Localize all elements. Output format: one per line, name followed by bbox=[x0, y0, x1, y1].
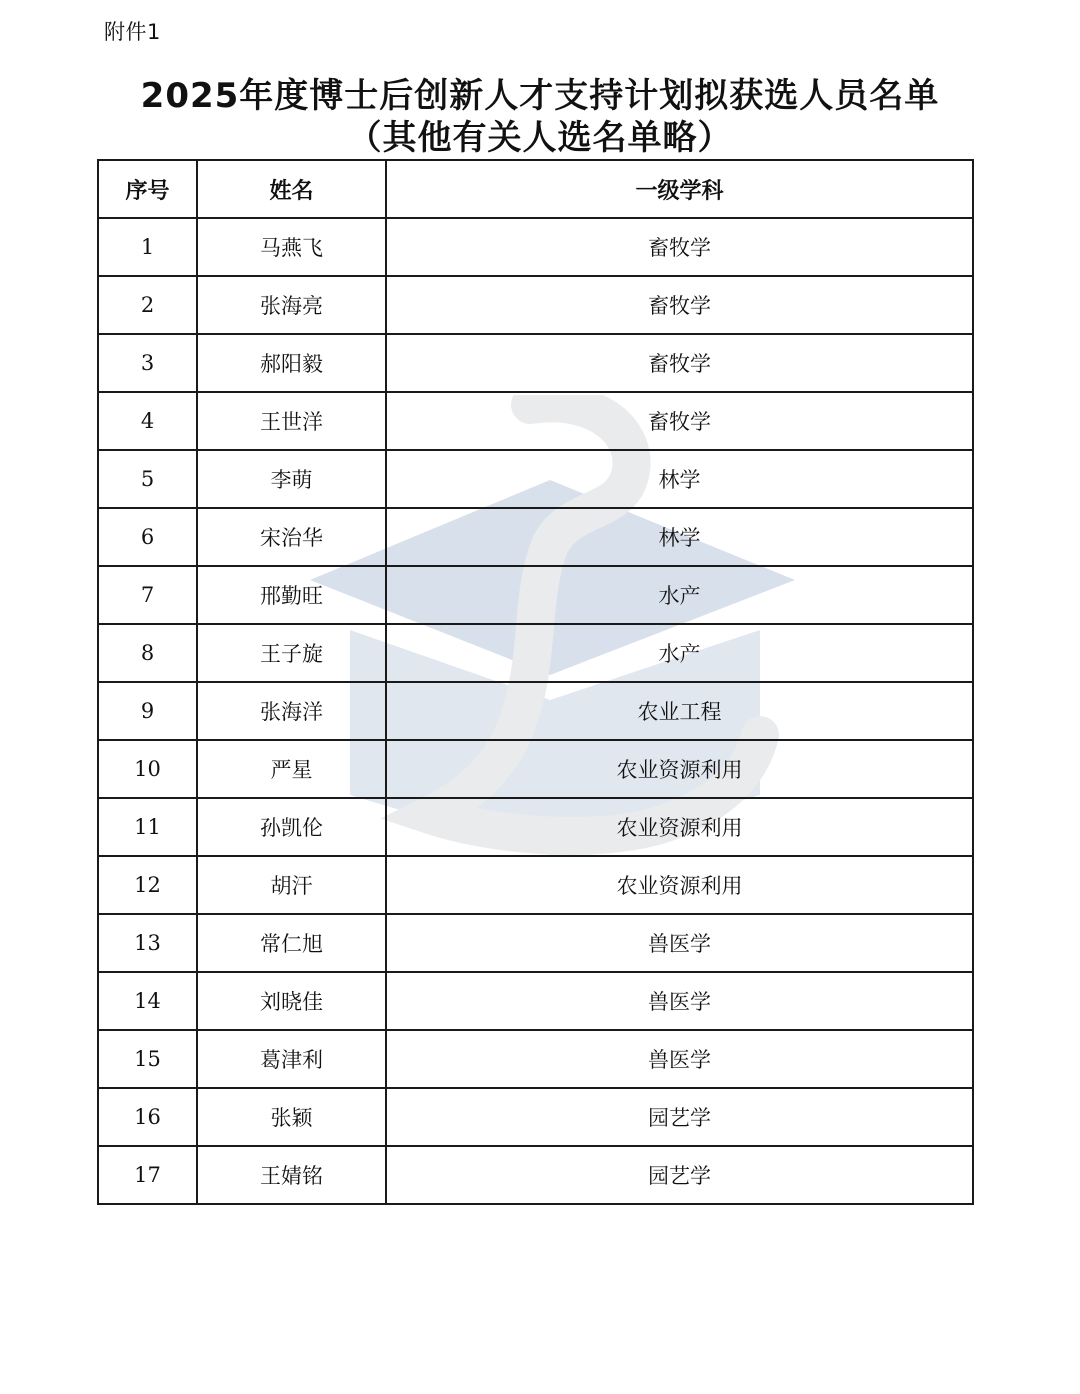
roster-table bbox=[97, 159, 974, 1205]
table-row bbox=[98, 914, 973, 972]
cell-name: 李萌 bbox=[197, 450, 386, 508]
cell-discipline: 农业资源利用 bbox=[386, 798, 973, 856]
table-row bbox=[98, 334, 973, 392]
cell-discipline: 畜牧学 bbox=[386, 334, 973, 392]
header-index: 序号 bbox=[98, 160, 197, 218]
table-row bbox=[98, 566, 973, 624]
table-header-row bbox=[98, 160, 973, 218]
cell-name: 马燕飞 bbox=[197, 218, 386, 276]
cell-name: 张海洋 bbox=[197, 682, 386, 740]
cell-name: 宋治华 bbox=[197, 508, 386, 566]
table-row bbox=[98, 740, 973, 798]
cell-name: 王子旋 bbox=[197, 624, 386, 682]
cell-index: 8 bbox=[98, 624, 197, 682]
cell-index: 17 bbox=[98, 1146, 197, 1204]
cell-name: 胡汗 bbox=[197, 856, 386, 914]
cell-name: 郝阳毅 bbox=[197, 334, 386, 392]
cell-discipline: 兽医学 bbox=[386, 1030, 973, 1088]
cell-index: 9 bbox=[98, 682, 197, 740]
table-row bbox=[98, 508, 973, 566]
cell-discipline: 园艺学 bbox=[386, 1146, 973, 1204]
cell-discipline: 兽医学 bbox=[386, 972, 973, 1030]
header-discipline: 一级学科 bbox=[386, 160, 973, 218]
table-row bbox=[98, 450, 973, 508]
cell-name: 王世洋 bbox=[197, 392, 386, 450]
cell-index: 12 bbox=[98, 856, 197, 914]
table-row bbox=[98, 624, 973, 682]
cell-name: 王婧铭 bbox=[197, 1146, 386, 1204]
cell-discipline: 畜牧学 bbox=[386, 276, 973, 334]
cell-discipline: 农业工程 bbox=[386, 682, 973, 740]
page-title: 2025年度博士后创新人才支持计划拟获选人员名单 bbox=[140, 76, 940, 116]
cell-index: 4 bbox=[98, 392, 197, 450]
cell-discipline: 园艺学 bbox=[386, 1088, 973, 1146]
cell-index: 16 bbox=[98, 1088, 197, 1146]
cell-discipline: 畜牧学 bbox=[386, 392, 973, 450]
cell-discipline: 农业资源利用 bbox=[386, 856, 973, 914]
cell-index: 11 bbox=[98, 798, 197, 856]
cell-index: 5 bbox=[98, 450, 197, 508]
cell-name: 刘晓佳 bbox=[197, 972, 386, 1030]
cell-discipline: 畜牧学 bbox=[386, 218, 973, 276]
table-row bbox=[98, 392, 973, 450]
table-row bbox=[98, 276, 973, 334]
cell-name: 常仁旭 bbox=[197, 914, 386, 972]
cell-index: 15 bbox=[98, 1030, 197, 1088]
cell-name: 孙凯伦 bbox=[197, 798, 386, 856]
cell-index: 3 bbox=[98, 334, 197, 392]
cell-name: 张颖 bbox=[197, 1088, 386, 1146]
table-row bbox=[98, 798, 973, 856]
cell-name: 严星 bbox=[197, 740, 386, 798]
cell-index: 14 bbox=[98, 972, 197, 1030]
table-row bbox=[98, 972, 973, 1030]
attachment-label: 附件1 bbox=[104, 20, 161, 44]
header-name: 姓名 bbox=[197, 160, 386, 218]
cell-name: 葛津利 bbox=[197, 1030, 386, 1088]
table-row bbox=[98, 1030, 973, 1088]
cell-name: 邢勤旺 bbox=[197, 566, 386, 624]
cell-discipline: 水产 bbox=[386, 566, 973, 624]
cell-index: 6 bbox=[98, 508, 197, 566]
table-row bbox=[98, 856, 973, 914]
cell-discipline: 林学 bbox=[386, 508, 973, 566]
cell-index: 2 bbox=[98, 276, 197, 334]
cell-discipline: 农业资源利用 bbox=[386, 740, 973, 798]
page-subtitle: （其他有关人选名单略） bbox=[347, 118, 733, 158]
table-row bbox=[98, 682, 973, 740]
cell-index: 7 bbox=[98, 566, 197, 624]
table-row bbox=[98, 1146, 973, 1204]
cell-discipline: 水产 bbox=[386, 624, 973, 682]
table-row bbox=[98, 1088, 973, 1146]
cell-name: 张海亮 bbox=[197, 276, 386, 334]
table-row bbox=[98, 218, 973, 276]
cell-index: 1 bbox=[98, 218, 197, 276]
cell-index: 13 bbox=[98, 914, 197, 972]
cell-discipline: 兽医学 bbox=[386, 914, 973, 972]
cell-discipline: 林学 bbox=[386, 450, 973, 508]
cell-index: 10 bbox=[98, 740, 197, 798]
